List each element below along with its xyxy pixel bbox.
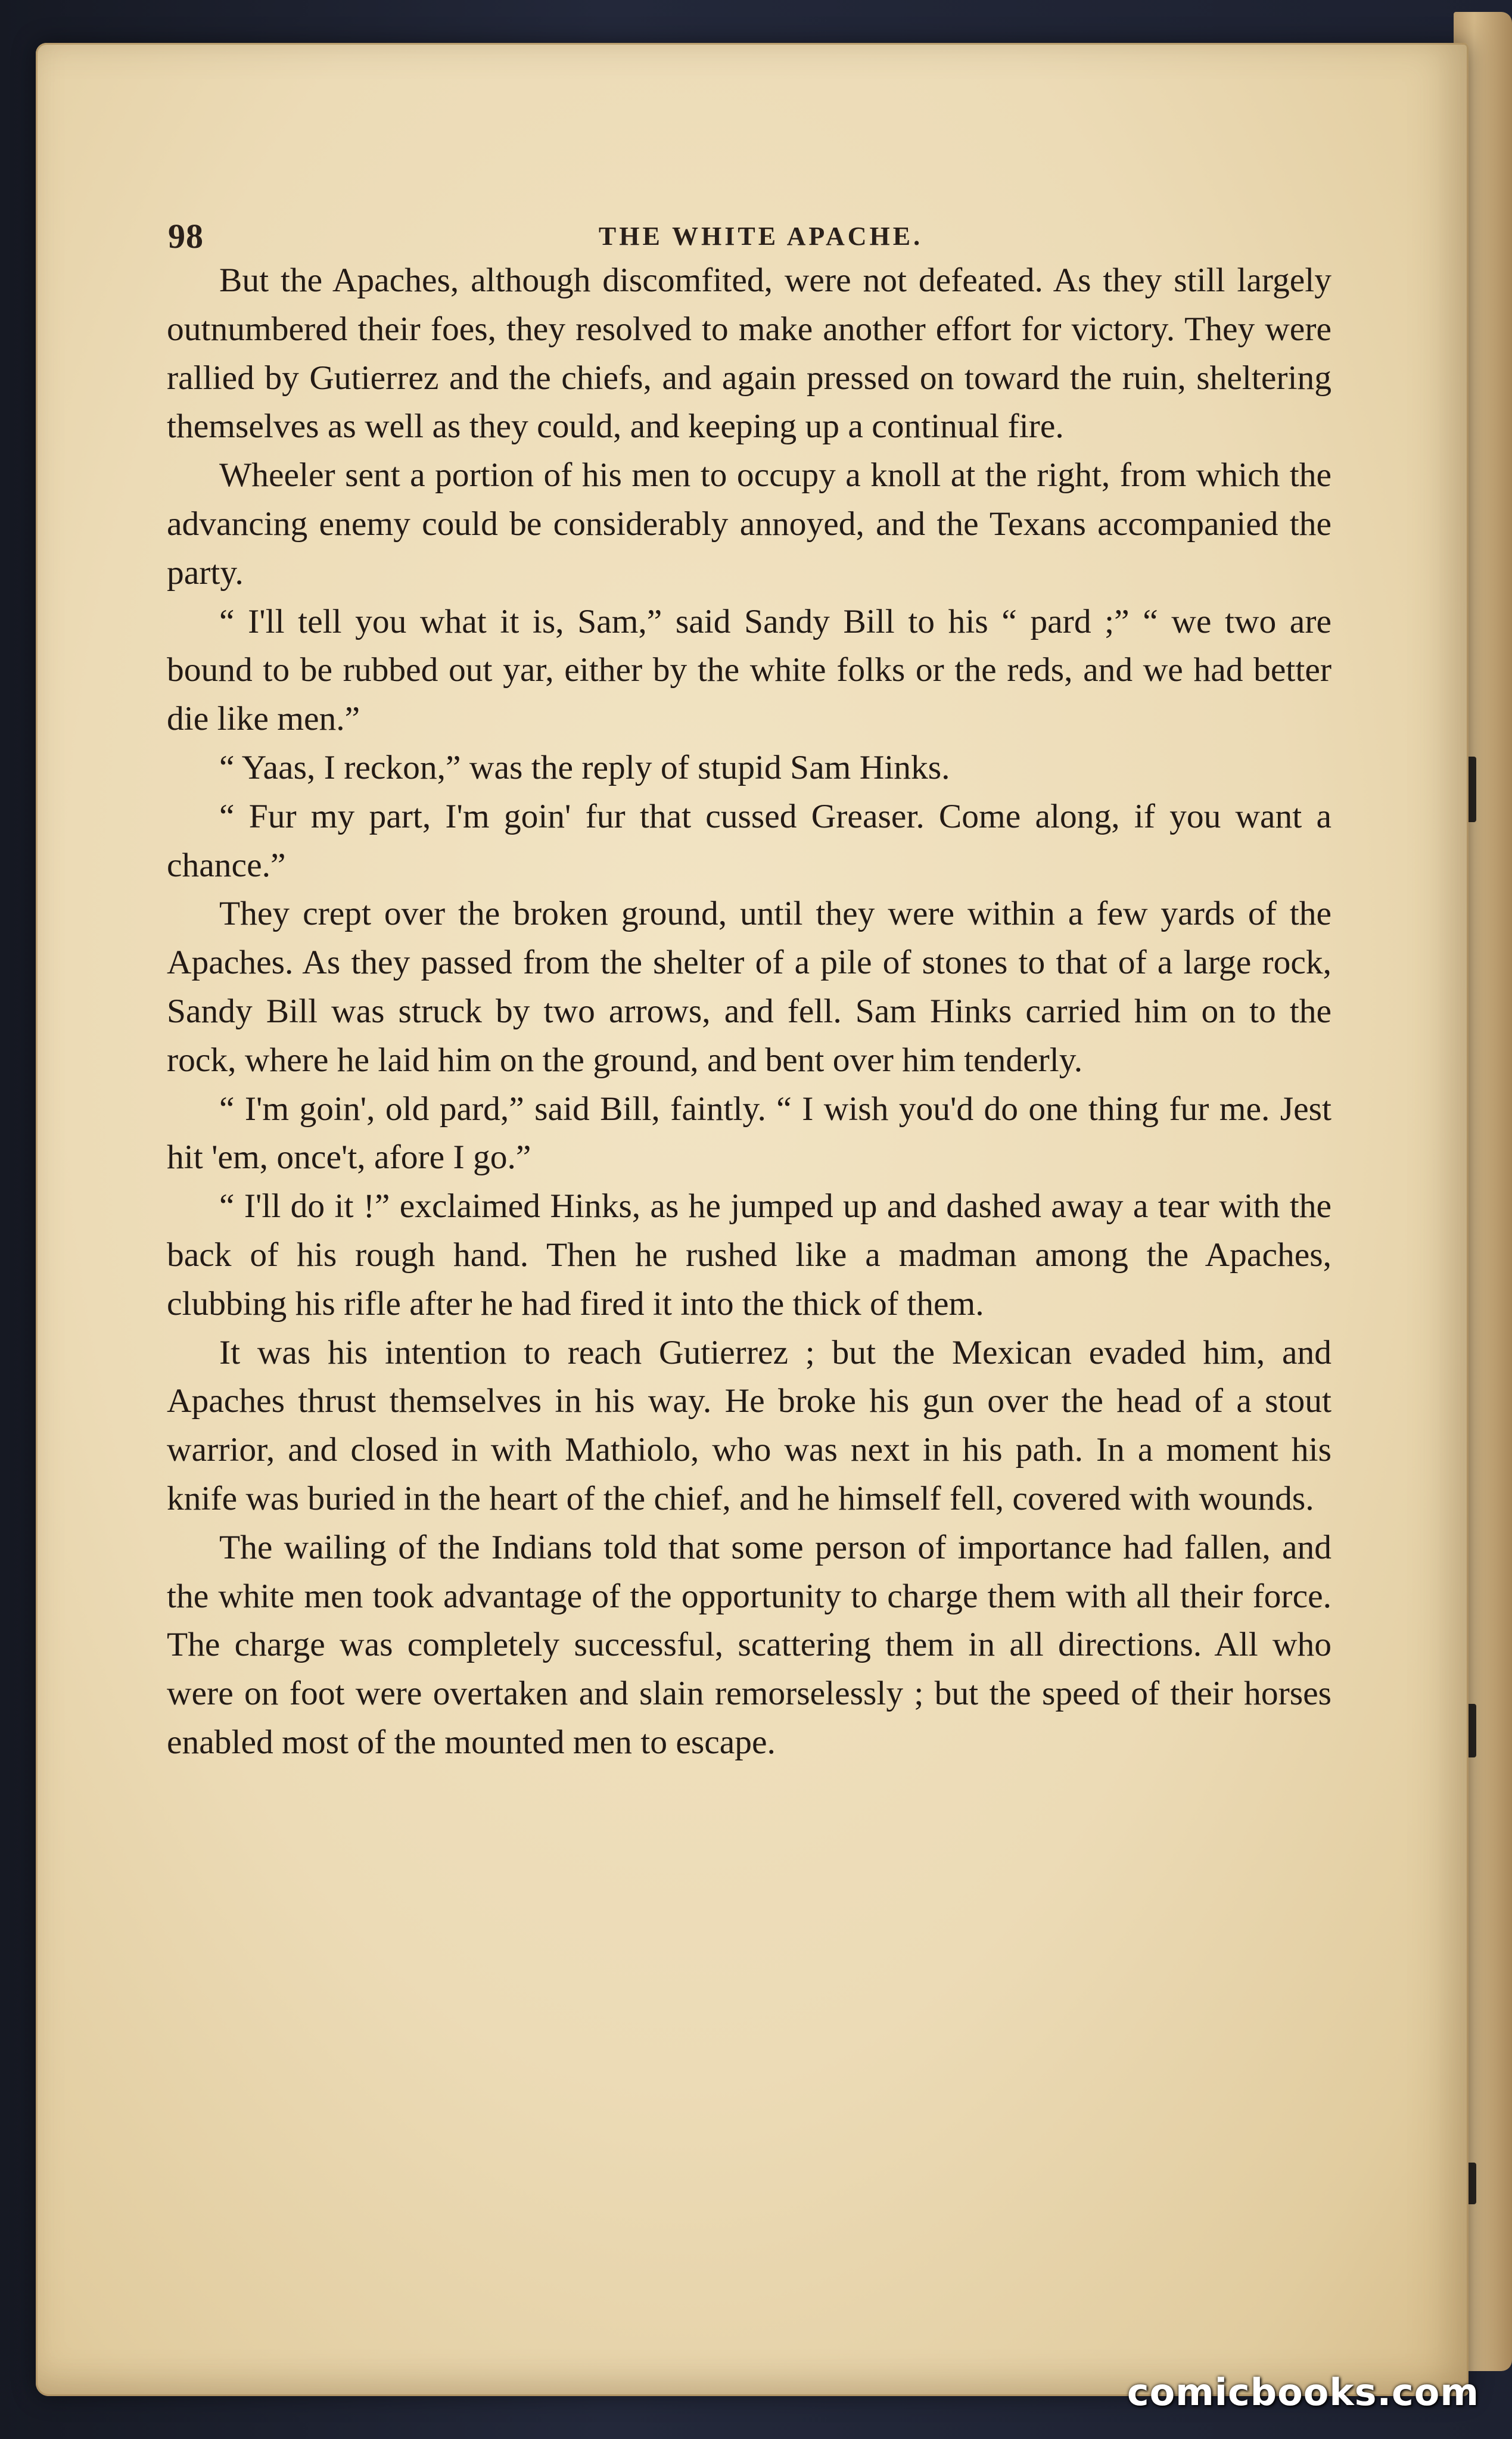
body-text — [167, 256, 1331, 1767]
paragraph: “ I'm goin', old pard,” said Bill, faintly. “ I wish you'd do one thing fur me. Jest hit 'em, once't, afore I go.” — [167, 1090, 1331, 1177]
paragraph: Wheeler sent a portion of his men to occupy a knoll at the right, from which the advancing enemy could be considerably annoyed, and the Texans accompanied the party. — [167, 456, 1331, 592]
paragraph: They crept over the broken ground, until they were within a few yards of the Apaches. As they passed from the shelter of a pile of stones to that of a large rock, Sandy Bill was struck by two arrows, and fell. Sam Hinks carried him on to the rock, where he laid him on the ground, and bent over him tenderly. — [167, 895, 1331, 1079]
running-title: THE WHITE APACHE. — [598, 222, 923, 251]
paragraph: “ Yaas, I reckon,” was the reply of stupid Sam Hinks. — [219, 748, 950, 786]
paragraph: The wailing of the Indians told that some person of importance had fallen, and the white men took advantage of the opportunity to charge them with all their force. The charge was completely successful, scattering them in all directions. All who were on foot were overtaken and slain remorselessly ; but the speed of their horses enabled most of the mounted men to escape. — [167, 1528, 1331, 1761]
paragraph: It was his intention to reach Gutierrez ; but the Mexican evaded him, and Apaches thrust themselves in his way. He broke his gun over the head of a stout warrior, and closed in with Mathiolo, who was next in his path. In a moment his knife was buried in the heart of the chief, and he himself fell, covered with wounds. — [167, 1333, 1331, 1517]
page-number: 98 — [168, 217, 204, 256]
paragraph: But the Apaches, although discomfited, were not defeated. As they still largely outnumbered their foes, they resolved to make another effort for victory. They were rallied by Gutierrez and the chiefs, and again pressed on toward the ruin, sheltering themselves as well as they could, and keeping up a continual fire. — [167, 262, 1331, 446]
running-head — [168, 213, 1354, 260]
paragraph: “ Fur my part, I'm goin' fur that cussed Greaser. Come along, if you want a chance.” — [167, 797, 1331, 884]
site-watermark: comicbooks.com — [1127, 2370, 1479, 2414]
paragraph: “ I'll tell you what it is, Sam,” said Sandy Bill to his “ pard ;” “ we two are bound to be rubbed out yar, either by the white folks or the reds, and we had better die like men.” — [167, 602, 1331, 738]
paragraph: “ I'll do it !” exclaimed Hinks, as he jumped up and dashed away a tear with the back of his rough hand. Then he rushed like a madman among the Apaches, clubbing his rifle after he had fired it into the thick of them. — [167, 1187, 1331, 1323]
